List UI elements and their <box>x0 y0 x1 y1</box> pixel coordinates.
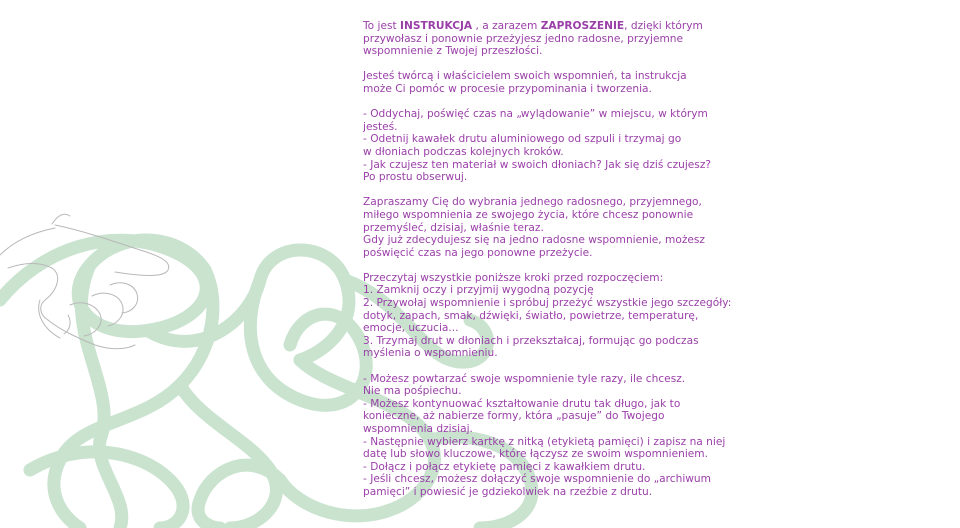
intro-text-end: , dzięki którym <box>624 20 703 32</box>
closing-paragraph <box>363 373 743 499</box>
text-line: Nie ma pośpiechu. <box>363 385 462 398</box>
text-line: pamięci” i powiesić je gdziekolwiek na rzeźbie z drutu. <box>363 485 653 498</box>
text-line: emocje, uczucia... <box>363 322 459 335</box>
text-line: Przeczytaj wszystkie poniższe kroki przed rozpoczęciem: <box>363 271 664 284</box>
text-line: datę lub słowo kluczowe, które łączysz ze swoim wspomnieniem. <box>363 448 708 461</box>
text-line: - Dołącz i połącz etykietę pamięci z kawałkiem drutu. <box>363 460 646 473</box>
text-line: Po prostu obserwuj. <box>363 171 468 184</box>
instruction-heading: INSTRUKCJA <box>400 20 473 32</box>
text-line: - Jak czujesz ten materiał w swoich dłoniach? Jak się dziś czujesz? <box>363 158 712 171</box>
intro-text-mid: , a zarazem <box>472 20 541 32</box>
text-line: wspomnienia dzisiaj. <box>363 423 473 435</box>
text-line: konieczne, aż nabierze formy, która „pasuje” do Twojego <box>363 410 665 423</box>
text-line: Zapraszamy Cię do wybrania jednego radosnego, przyjemnego, <box>363 196 702 209</box>
text-line: poświęcić czas na jego ponowne przeżycie. <box>363 246 593 259</box>
text-line: - Jeśli chcesz, możesz dołączyć swoje wspomnienie do „archiwum <box>363 473 711 486</box>
text-line: myślenia o wspomnieniu. <box>363 347 498 360</box>
step-item: 1. Zamknij oczy i przyjmij wygodną pozycję <box>363 284 594 297</box>
text-line: może Ci pomóc w procesie przypominania i tworzenia. <box>363 82 652 95</box>
text-line: Jesteś twórcą i właścicielem swoich wspomnień, ta instrukcja <box>363 70 687 83</box>
text-line: w dłoniach podczas kolejnych kroków. <box>363 145 564 158</box>
text-line: miłego wspomnienia ze swojego życia, które chcesz ponownie <box>363 208 694 221</box>
intro-line-2: przywołasz i ponownie przeżyjesz jedno radosne, przyjemne <box>363 32 684 45</box>
text-line: jesteś. <box>363 120 398 133</box>
intro-text-start: To jest <box>363 20 401 32</box>
intro-line-3: wspomnienie z Twojej przeszłości. <box>363 45 543 58</box>
text-line: - Odetnij kawałek drutu aluminiowego od szpuli i trzymaj go <box>363 133 682 146</box>
text-line: - Oddychaj, poświęć czas na „wylądowanie” w miejscu, w którym <box>363 108 708 121</box>
intro-line-1 <box>363 20 743 33</box>
ownership-paragraph <box>363 70 743 95</box>
intro-paragraph <box>363 20 743 58</box>
steps-paragraph <box>363 272 743 360</box>
instruction-text <box>363 20 743 511</box>
text-line: - Możesz kontynuować kształtowanie drutu tak długo, jak to <box>363 397 681 410</box>
preparation-paragraph <box>363 108 743 184</box>
step-item: 3. Trzymaj drut w dłoniach i przekształcaj, formując go podczas <box>363 334 699 347</box>
text-line: - Możesz powtarzać swoje wspomnienie tyle razy, ile chcesz. <box>363 372 686 385</box>
text-line: - Następnie wybierz kartkę z nitką (etykietą pamięci) i zapisz na niej <box>363 435 726 448</box>
invitation-paragraph <box>363 196 743 259</box>
text-line: Gdy już zdecydujesz się na jedno radosne wspomnienie, możesz <box>363 234 705 247</box>
text-line: dotyk, zapach, smak, dźwięki, światło, powietrze, temperaturę, <box>363 309 699 322</box>
text-line: przemyśleć, dzisiaj, właśnie teraz. <box>363 221 544 234</box>
invitation-heading: ZAPROSZENIE <box>540 20 625 32</box>
step-item: 2. Przywołaj wspomnienie i spróbuj przeżyć wszystkie jego szczegóły: <box>363 297 732 310</box>
